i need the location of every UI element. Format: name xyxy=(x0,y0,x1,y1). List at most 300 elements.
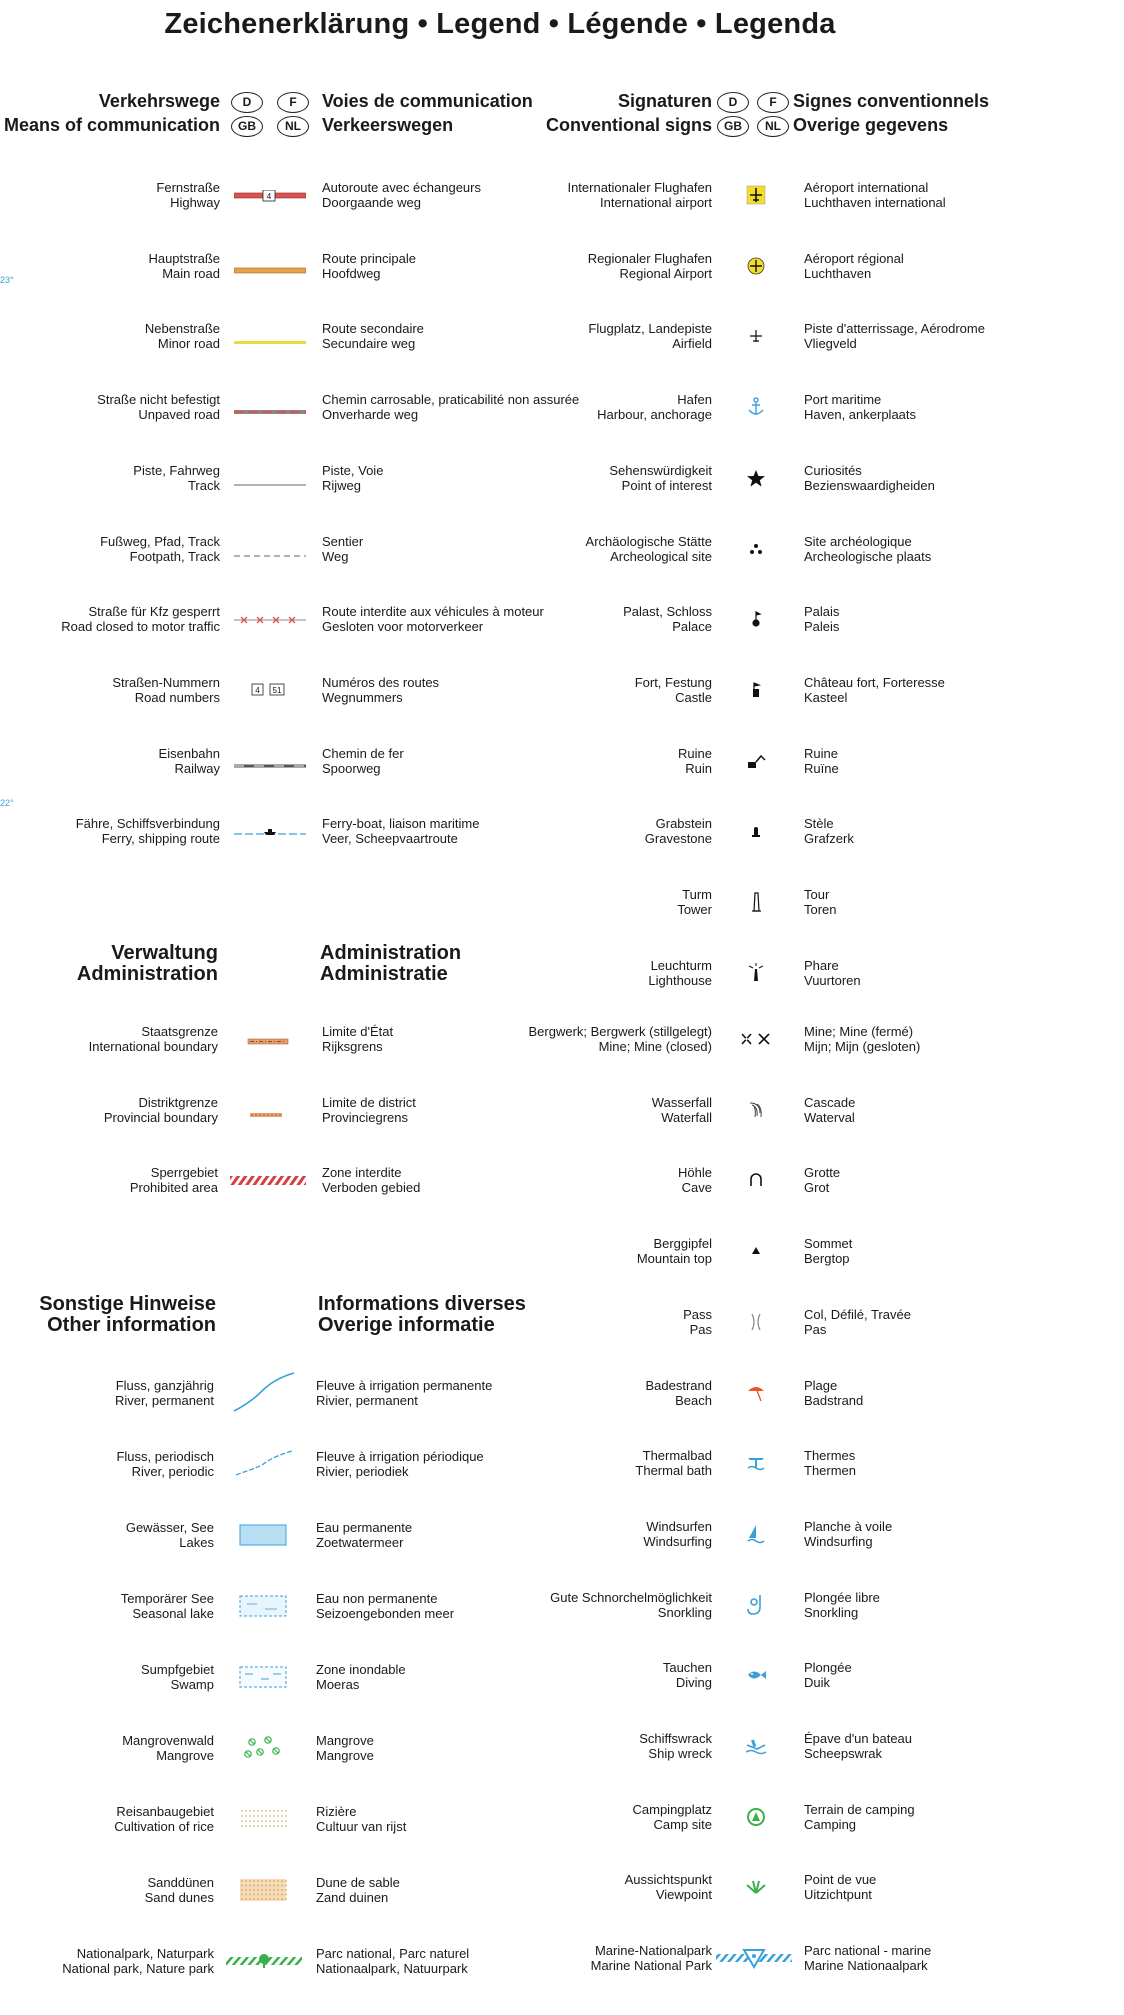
section-admin-de: Verwaltung xyxy=(111,942,218,964)
intl-boundary-icon xyxy=(232,1034,304,1052)
legend-label-fr-nl xyxy=(322,675,439,705)
label-nl: Rijweg xyxy=(322,477,362,493)
label-de: Distriktgrenze xyxy=(138,1094,218,1110)
badge-nl: NL xyxy=(757,116,789,137)
label-de: Hauptstraße xyxy=(148,250,220,266)
label-nl: Kasteel xyxy=(804,689,848,705)
label-de: Reisanbaugebiet xyxy=(116,1804,214,1819)
label-fr: Plage xyxy=(804,1377,838,1393)
section-admin-en: Administration xyxy=(76,963,218,985)
header-means-en: Means of communication xyxy=(3,115,220,135)
label-nl: Scheepswrak xyxy=(804,1746,883,1761)
sand-dunes-icon xyxy=(239,1877,289,1908)
legend-label-de-en xyxy=(588,251,712,281)
label-en: Cave xyxy=(681,1180,712,1196)
label-en: Highway xyxy=(170,195,220,210)
label-en: Ship wreck xyxy=(648,1746,712,1761)
label-en: Mangrove xyxy=(156,1748,214,1763)
label-en: Mountain top xyxy=(636,1251,712,1267)
legend-label-fr-nl xyxy=(804,1943,931,1973)
label-nl: Cultuur van rijst xyxy=(316,1819,407,1834)
footpath-icon xyxy=(234,546,306,564)
legend-label-de-en xyxy=(635,1448,712,1478)
label-nl: Rijksgrens xyxy=(322,1039,383,1054)
label-fr: Mangrove xyxy=(316,1733,374,1748)
label-fr: Planche à voile xyxy=(804,1518,893,1534)
rice-icon xyxy=(239,1808,289,1835)
track-icon xyxy=(234,475,306,493)
label-en: Point of interest xyxy=(621,477,712,493)
legend-label-de-en xyxy=(645,816,712,846)
label-fr: Rizière xyxy=(316,1804,357,1819)
label-en: River, periodic xyxy=(131,1464,214,1479)
label-fr: Route secondaire xyxy=(322,321,424,337)
legend-label-de-en xyxy=(586,534,712,564)
legend-label-fr-nl xyxy=(804,675,945,705)
label-nl: Duik xyxy=(804,1675,831,1691)
legend-label-de-en xyxy=(663,1660,712,1690)
pass-icon xyxy=(746,1311,766,1338)
label-en: Lighthouse xyxy=(648,972,712,988)
label-de: Leuchturm xyxy=(650,957,712,973)
label-de: Straßen-Nummern xyxy=(112,674,220,690)
camp-site-icon xyxy=(745,1806,767,1833)
label-de: Windsurfen xyxy=(646,1518,712,1534)
label-nl: Marine Nationaalpark xyxy=(804,1958,928,1974)
label-fr: Limite d'État xyxy=(322,1024,394,1039)
label-nl: Wegnummers xyxy=(322,689,403,705)
side-tick: 23° xyxy=(0,275,14,285)
legend-label-de-en xyxy=(112,675,220,705)
label-en: Track xyxy=(187,477,220,493)
thermal-bath-icon xyxy=(745,1452,767,1479)
label-nl: Bezienswaardigheiden xyxy=(804,477,935,493)
label-de: Straße für Kfz gesperrt xyxy=(88,604,220,620)
legend-label-fr-nl xyxy=(804,180,946,210)
mountain-top-icon xyxy=(746,1241,766,1266)
minor-road-icon xyxy=(234,333,306,351)
diving-icon xyxy=(745,1666,767,1689)
legend-label-fr-nl xyxy=(316,1449,484,1479)
legend-label-de-en xyxy=(97,392,220,422)
label-nl: Camping xyxy=(804,1816,857,1832)
label-de: Fernstraße xyxy=(156,180,220,195)
seasonal-lake-icon xyxy=(239,1594,289,1623)
label-fr: Chemin carrosable, praticabilité non assurée xyxy=(322,392,580,408)
lighthouse-icon xyxy=(746,962,766,989)
legend-label-fr-nl xyxy=(804,1095,855,1125)
label-de: Tauchen xyxy=(662,1660,712,1676)
legend-label-de-en xyxy=(633,1802,713,1832)
label-nl: Archeologische plaats xyxy=(804,548,932,564)
label-en: Airfield xyxy=(672,336,712,352)
point-of-interest-icon xyxy=(746,468,766,493)
beach-icon xyxy=(746,1383,766,1408)
label-fr: Sommet xyxy=(804,1236,853,1252)
badge-gb: GB xyxy=(717,116,749,137)
header-signs-de: Signaturen xyxy=(617,91,712,111)
legend-label-de-en xyxy=(159,746,220,776)
label-fr: Col, Défilé, Travée xyxy=(804,1306,911,1322)
label-de: Nationalpark, Naturpark xyxy=(76,1946,214,1961)
legend-label-de-en xyxy=(609,463,712,493)
legend-label-fr-nl xyxy=(804,1307,911,1337)
label-nl: Zoetwatermeer xyxy=(316,1535,404,1550)
legend-label-de-en xyxy=(145,321,220,351)
label-en: Thermal bath xyxy=(635,1463,712,1479)
marine-national-park-icon xyxy=(716,1947,792,1974)
label-fr: Ruine xyxy=(804,745,838,761)
airfield-icon xyxy=(746,326,766,351)
cave-icon xyxy=(746,1170,766,1195)
legend-label-de-en xyxy=(623,604,712,634)
legend-label-de-en xyxy=(625,1872,712,1902)
label-nl: Thermen xyxy=(804,1463,857,1479)
legend-label-de-en xyxy=(76,816,220,846)
highway-icon xyxy=(234,189,306,207)
label-de: Aussichtspunkt xyxy=(624,1872,712,1888)
label-en: Seasonal lake xyxy=(132,1606,214,1621)
label-nl: Seizoengebonden meer xyxy=(316,1606,455,1621)
legend-label-de-en xyxy=(550,1590,712,1620)
label-nl: Weg xyxy=(322,548,349,564)
header-means-fr: Voies de communication xyxy=(322,91,533,111)
header-signs-fr: Signes conventionnels xyxy=(793,91,990,111)
mangrove-icon xyxy=(242,1734,286,1767)
label-nl: Nationaalpark, Natuurpark xyxy=(316,1961,468,1976)
lake-icon xyxy=(239,1523,289,1552)
label-nl: Grafzerk xyxy=(804,831,854,847)
label-en: Gravestone xyxy=(644,831,712,847)
ship-wreck-icon xyxy=(744,1737,768,1760)
label-de: Fluss, periodisch xyxy=(116,1449,214,1464)
badge-d: D xyxy=(231,92,263,113)
label-fr: Ferry-boat, liaison maritime xyxy=(322,816,480,832)
palace-icon xyxy=(746,609,766,634)
label-fr: Cascade xyxy=(804,1094,856,1110)
legend-label-fr-nl xyxy=(804,1024,920,1054)
svg-text:4: 4 xyxy=(266,192,272,201)
legend-label-de-en xyxy=(61,604,220,634)
label-nl: Onverharde weg xyxy=(322,407,419,423)
label-de: Thermalbad xyxy=(642,1448,712,1464)
legend-label-de-en xyxy=(678,746,712,776)
label-nl: Spoorweg xyxy=(322,760,381,776)
label-fr: Fleuve à irrigation périodique xyxy=(316,1449,484,1464)
label-nl: Grot xyxy=(804,1180,830,1196)
badge-nl: NL xyxy=(277,116,309,137)
label-fr: Plongée xyxy=(804,1660,852,1676)
legend-label-fr-nl xyxy=(804,1519,892,1549)
label-en: Windsurfing xyxy=(643,1533,712,1549)
label-fr: Sentier xyxy=(322,533,364,549)
label-en: Swamp xyxy=(170,1677,214,1692)
label-en: Sand dunes xyxy=(144,1890,214,1905)
label-de: Staatsgrenze xyxy=(141,1024,218,1039)
label-en: Railway xyxy=(174,760,220,776)
legend-label-fr-nl xyxy=(804,1802,915,1832)
legend-label-fr-nl xyxy=(804,816,854,846)
legend-label-fr-nl xyxy=(804,1378,863,1408)
label-de: Eisenbahn xyxy=(158,745,220,761)
legend-label-de-en xyxy=(637,1236,712,1266)
label-de: Straße nicht befestigt xyxy=(97,392,220,408)
label-en: Footpath, Track xyxy=(129,548,220,564)
legend-label-fr-nl xyxy=(804,463,935,493)
label-en: Prohibited area xyxy=(129,1180,218,1195)
legend-label-fr-nl xyxy=(322,180,481,210)
section-admin-fr: Administration xyxy=(320,942,462,964)
label-nl: Haven, ankerplaats xyxy=(804,407,917,423)
label-en: Cultivation of rice xyxy=(114,1819,214,1834)
label-de: Piste, Fahrweg xyxy=(133,462,220,478)
label-en: Archeological site xyxy=(610,548,712,564)
label-nl: Paleis xyxy=(804,619,840,635)
label-fr: Autoroute avec échangeurs xyxy=(322,180,481,195)
label-nl: Moeras xyxy=(316,1677,360,1692)
legend-label-fr-nl xyxy=(316,1804,406,1834)
label-nl: Hoofdweg xyxy=(322,265,381,281)
label-de: Sumpfgebiet xyxy=(141,1662,214,1677)
label-nl: Mijn; Mijn (gesloten) xyxy=(804,1039,921,1054)
label-fr: Stèle xyxy=(804,816,834,832)
label-de: Nebenstraße xyxy=(144,321,220,337)
label-nl: Verboden gebied xyxy=(322,1180,421,1195)
label-fr: Limite de district xyxy=(322,1094,416,1110)
label-en: Diving xyxy=(675,1675,712,1691)
legend-label-fr-nl xyxy=(322,746,404,776)
legend-label-fr-nl xyxy=(322,816,480,846)
mine-icon xyxy=(739,1030,773,1053)
label-fr: Thermes xyxy=(804,1448,856,1464)
label-fr: Palais xyxy=(804,604,840,620)
legend-label-fr-nl xyxy=(804,958,861,988)
label-nl: Provinciegrens xyxy=(322,1109,408,1125)
national-park-icon xyxy=(226,1953,302,1974)
snorkling-icon xyxy=(745,1593,767,1622)
label-de: Berggipfel xyxy=(653,1236,712,1252)
section-info-nl: Overige informatie xyxy=(318,1314,495,1336)
label-de: Mangrovenwald xyxy=(122,1733,214,1748)
label-en: Beach xyxy=(675,1392,712,1408)
label-en: Harbour, anchorage xyxy=(597,407,712,423)
label-fr: Plongée libre xyxy=(804,1589,880,1605)
provincial-boundary-icon xyxy=(232,1106,304,1124)
label-de: Internationaler Flughafen xyxy=(567,180,712,195)
label-fr: Site archéologique xyxy=(804,533,912,549)
legend-label-fr-nl xyxy=(316,1591,454,1621)
label-en: Lakes xyxy=(179,1535,214,1550)
label-de: Ruine xyxy=(678,745,712,761)
legend-label-fr-nl xyxy=(322,1024,393,1054)
label-en: Castle xyxy=(675,689,712,705)
archeological-site-icon xyxy=(746,539,766,564)
legend-label-de-en xyxy=(89,1024,218,1054)
label-nl: Waterval xyxy=(804,1109,855,1125)
legend-label-fr-nl xyxy=(804,1731,912,1761)
legend-label-de-en xyxy=(639,1731,712,1761)
label-en: Pas xyxy=(689,1321,712,1337)
legend-label-fr-nl xyxy=(322,463,383,493)
closed-road-icon xyxy=(234,613,306,631)
label-fr: Grotte xyxy=(804,1165,841,1181)
label-en: National park, Nature park xyxy=(62,1961,214,1976)
ruin-icon xyxy=(744,751,768,776)
header-signs-en: Conventional signs xyxy=(545,115,712,135)
legend-label-fr-nl xyxy=(804,604,839,634)
label-de: Regionaler Flughafen xyxy=(587,250,712,266)
label-de: Pass xyxy=(683,1306,712,1322)
label-de: Schiffswrack xyxy=(639,1731,712,1746)
label-nl: Doorgaande weg xyxy=(322,195,422,210)
river-periodic-icon xyxy=(234,1449,294,1484)
legend-label-de-en xyxy=(133,463,220,493)
label-fr: Route principale xyxy=(322,250,416,266)
badge-f: F xyxy=(757,92,789,113)
legend-label-fr-nl xyxy=(804,251,904,281)
castle-icon xyxy=(746,680,766,705)
legend-label-de-en xyxy=(591,1943,712,1973)
label-en: Waterfall xyxy=(661,1109,712,1125)
label-fr: Terrain de camping xyxy=(804,1801,915,1817)
label-en: Camp site xyxy=(653,1816,712,1832)
label-fr: Aéroport international xyxy=(804,180,929,195)
label-en: Road closed to motor traffic xyxy=(61,619,220,635)
label-nl: Toren xyxy=(804,902,837,917)
side-tick: 22° xyxy=(0,798,14,808)
label-de: Sanddünen xyxy=(147,1875,214,1890)
prohibited-area-icon xyxy=(230,1174,306,1192)
legend-label-de-en xyxy=(114,1804,214,1834)
label-de: Campingplatz xyxy=(632,1801,712,1817)
railway-icon xyxy=(234,757,306,775)
legend-label-de-en xyxy=(100,534,220,564)
legend-label-fr-nl xyxy=(804,1236,852,1266)
badge-d: D xyxy=(717,92,749,113)
label-de: Fort, Festung xyxy=(634,674,712,690)
legend-label-fr-nl xyxy=(316,1662,406,1692)
intl-airport-icon xyxy=(746,185,766,210)
label-en: Provincial boundary xyxy=(103,1109,218,1125)
label-de: Bergwerk; Bergwerk (stillgelegt) xyxy=(528,1024,712,1039)
label-de: Turm xyxy=(682,887,712,902)
label-fr: Parc national, Parc naturel xyxy=(316,1946,470,1961)
label-fr: Route interdite aux véhicules à moteur xyxy=(322,604,544,620)
label-en: Viewpoint xyxy=(655,1887,712,1903)
legend-label-fr-nl xyxy=(322,534,363,564)
legend-label-fr-nl xyxy=(804,534,931,564)
label-de: Sperrgebiet xyxy=(150,1165,218,1180)
legend-label-fr-nl xyxy=(804,1590,880,1620)
legend-label-de-en xyxy=(678,1165,712,1195)
label-en: Ruin xyxy=(685,760,712,776)
label-nl: Zand duinen xyxy=(316,1890,389,1905)
viewpoint-icon xyxy=(744,1877,768,1902)
label-nl: Pas xyxy=(804,1321,827,1337)
label-nl: Luchthaven xyxy=(804,265,872,281)
label-fr: Eau non permanente xyxy=(316,1591,438,1606)
main-road-icon xyxy=(234,262,306,280)
header-means-de: Verkehrswege xyxy=(98,91,220,111)
label-en: Regional Airport xyxy=(619,265,712,281)
label-en: River, permanent xyxy=(115,1393,214,1408)
legend-label-de-en xyxy=(122,1733,214,1763)
label-de: Fluss, ganzjährig xyxy=(115,1378,214,1393)
label-fr: Mine; Mine (fermé) xyxy=(804,1024,914,1039)
section-info-en: Other information xyxy=(47,1314,216,1336)
label-de: Gute Schnorchelmöglichkeit xyxy=(550,1589,712,1605)
legend-label-fr-nl xyxy=(322,1165,420,1195)
legend-label-de-en xyxy=(652,1095,712,1125)
legend-label-de-en xyxy=(588,321,712,351)
label-de: Sehenswürdigkeit xyxy=(609,462,712,478)
label-nl: Rivier, periodiek xyxy=(316,1464,409,1479)
label-nl: Vuurtoren xyxy=(804,972,861,988)
legend-label-de-en xyxy=(646,1378,713,1408)
label-en: Palace xyxy=(672,619,712,635)
label-de: Marine-Nationalpark xyxy=(594,1943,712,1959)
legend-label-de-en xyxy=(635,675,712,705)
label-fr: Piste, Voie xyxy=(322,462,384,478)
label-de: Palast, Schloss xyxy=(623,604,712,620)
harbour-icon xyxy=(746,396,766,423)
label-nl: Mangrove xyxy=(316,1748,374,1763)
legend-label-fr-nl xyxy=(316,1875,400,1905)
section-info-de: Sonstige Hinweise xyxy=(39,1293,216,1315)
legend-label-de-en xyxy=(648,958,712,988)
label-fr: Dune de sable xyxy=(316,1875,400,1890)
label-nl: Gesloten voor motorverkeer xyxy=(322,619,484,635)
label-fr: Port maritime xyxy=(804,392,882,408)
legend-label-de-en xyxy=(567,180,712,210)
label-fr: Chemin de fer xyxy=(322,745,404,761)
road-numbers-icon xyxy=(250,683,290,702)
ferry-icon xyxy=(234,825,306,843)
label-en: International boundary xyxy=(88,1039,218,1054)
label-en: Road numbers xyxy=(134,689,220,705)
label-de: Höhle xyxy=(678,1165,712,1181)
label-fr: Phare xyxy=(804,957,839,973)
label-de: Flugplatz, Landepiste xyxy=(588,321,712,337)
legend-label-de-en xyxy=(115,1378,214,1408)
waterfall-icon xyxy=(746,1099,766,1126)
legend-label-de-en xyxy=(597,392,712,422)
label-fr: Point de vue xyxy=(804,1872,877,1888)
legend-label-de-en xyxy=(104,1095,218,1125)
gravestone-icon xyxy=(746,821,766,846)
legend-label-fr-nl xyxy=(804,321,985,351)
label-en: Minor road xyxy=(157,336,220,352)
badge-gb: GB xyxy=(231,116,263,137)
label-nl: Bergtop xyxy=(804,1251,850,1267)
label-fr: Épave d'un bateau xyxy=(804,1731,913,1746)
legend-label-fr-nl xyxy=(322,604,544,634)
label-fr: Piste d'atterrissage, Aérodrome xyxy=(804,321,985,337)
badge-f: F xyxy=(277,92,309,113)
label-en: Mine; Mine (closed) xyxy=(598,1039,712,1054)
label-en: Tower xyxy=(677,902,712,917)
road-number-text: 51 xyxy=(272,685,282,695)
road-number-text: 4 xyxy=(255,685,260,695)
label-fr: Eau permanente xyxy=(316,1520,413,1535)
legend-label-de-en xyxy=(116,1449,214,1479)
legend-label-fr-nl xyxy=(804,1660,852,1690)
legend-label-de-en xyxy=(677,887,712,917)
legend-label-de-en xyxy=(148,251,220,281)
label-en: International airport xyxy=(599,195,712,210)
label-nl: Uitzichtpunt xyxy=(804,1887,872,1903)
label-en: Unpaved road xyxy=(138,407,220,423)
